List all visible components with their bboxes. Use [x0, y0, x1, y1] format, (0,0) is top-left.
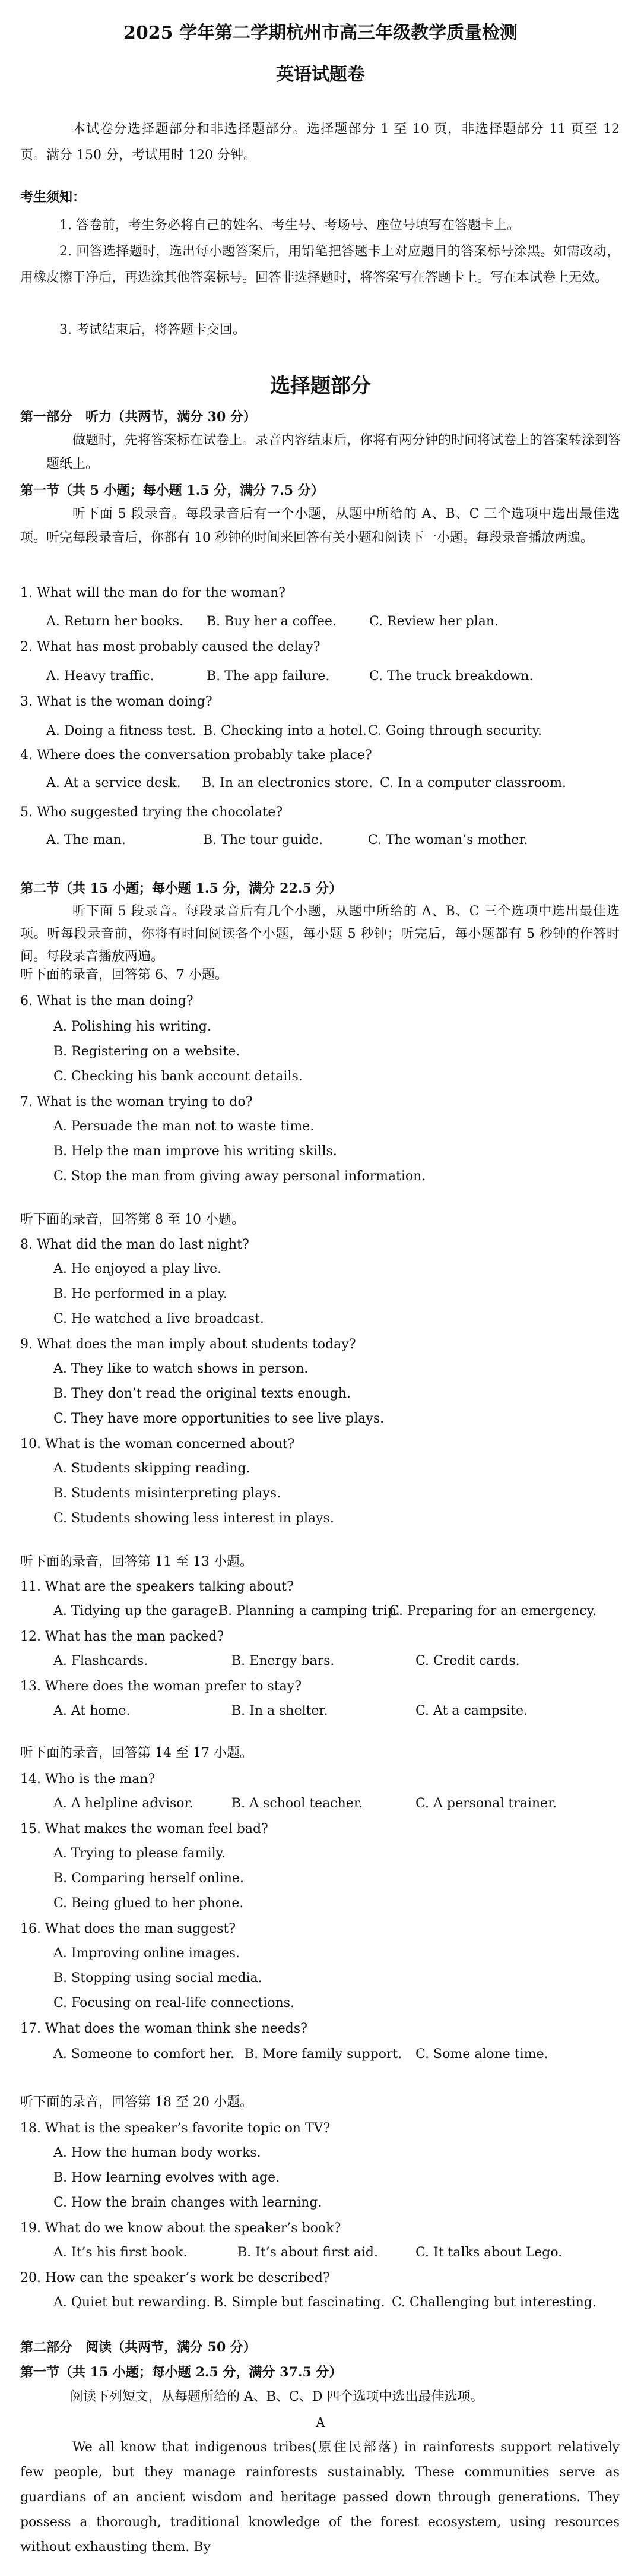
q6-option-a: A. Polishing his writing. — [53, 1019, 211, 1034]
q6-option-c: C. Checking his bank account details. — [53, 1069, 303, 1084]
q15-option-b: B. Comparing herself online. — [53, 1871, 244, 1886]
q18-option-c: C. How the brain changes with learning. — [53, 2195, 322, 2210]
exam-subtitle: 英语试题卷 — [276, 64, 365, 85]
section1-instruction: 听下面 5 段录音。每段录音后有一个小题，从题中所给的 A、B、C 三个选项中选出最佳选项。听完每段录音后，你都有 10 秒钟的时间来回答有关小题和阅读下一小题。每段录音播放两遍。 — [20, 507, 620, 545]
q11-option-b: B. Planning a camping trip. — [218, 1604, 400, 1619]
q8-option-a: A. He enjoyed a play live. — [53, 1262, 222, 1276]
exam-title: 2025 学年第二学期杭州市高三年级教学质量检测 — [123, 23, 518, 43]
q20-option-a: A. Quiet but rewarding. — [53, 2295, 211, 2310]
part2-instruction: 阅读下列短文，从每题所给的 A、B、C、D 四个选项中选出最佳选项。 — [70, 2389, 484, 2404]
q20-option-b: B. Simple but fascinating. — [214, 2295, 385, 2310]
question-5: 5. Who suggested trying the chocolate? — [20, 805, 283, 820]
notice-item-1: 1. 答卷前，考生务必将自己的姓名、考生号、考场号、座位号填写在答题卡上。 — [59, 218, 520, 233]
q1-option-c: C. Review her plan. — [369, 614, 499, 629]
q7-option-b: B. Help the man improve his writing skills. — [53, 1144, 337, 1159]
q19-option-c: C. It talks about Lego. — [415, 2245, 563, 2260]
passage-a-text: We all know that indigenous tribes(原住民部落) in rainforests support relatively few people, but they manage rainforests sustainably. These communities serve as guardians of an ancient wisdom and heritage passed down through generations. They possess a thorough, traditional knowledge of the forest ecosystem, using resources without exhausting them. By — [20, 2440, 620, 2555]
question-6: 6. What is the man doing? — [20, 994, 193, 1009]
q11-option-c: C. Preparing for an emergency. — [389, 1604, 597, 1619]
q13-option-a: A. At home. — [53, 1703, 131, 1718]
q14-option-c: C. A personal trainer. — [415, 1796, 557, 1811]
intro-text: 本试卷分选择题部分和非选择题部分。选择题部分 1 至 10 页，非选择题部分 11 页至 12 页。满分 150 分，考试用时 120 分钟。 — [20, 122, 620, 163]
q18-option-b: B. How learning evolves with age. — [53, 2170, 280, 2185]
question-20: 20. How can the speaker’s work be described? — [20, 2271, 330, 2286]
notice-heading: 考生须知： — [20, 189, 86, 205]
notice-item-2: 2. 回答选择题时，选出每小题答案后，用铅笔把答题卡上对应题目的答案标号涂黑。如需改动，用橡皮擦干净后，再选涂其他答案标号。回答非选择题时，将答案写在答题卡上。写在本试卷上无效。 — [20, 244, 620, 285]
question-9: 9. What does the man imply about students today? — [20, 1337, 356, 1352]
section2-heading: 第二节（共 15 小题；每小题 1.5 分，满分 22.5 分） — [20, 881, 342, 896]
question-4: 4. Where does the conversation probably take place? — [20, 748, 372, 763]
q16-option-b: B. Stopping using social media. — [53, 1971, 262, 1986]
part2-heading: 第二部分 阅读（共两节，满分 50 分） — [20, 2340, 256, 2355]
q10-option-a: A. Students skipping reading. — [53, 1461, 250, 1476]
q4-option-c: C. In a computer classroom. — [380, 776, 566, 791]
question-8: 8. What did the man do last night? — [20, 1237, 249, 1252]
q7-option-a: A. Persuade the man not to waste time. — [53, 1119, 315, 1134]
q8-option-b: B. He performed in a play. — [53, 1287, 227, 1301]
q15-option-c: C. Being glued to her phone. — [53, 1896, 244, 1911]
question-1: 1. What will the man do for the woman? — [20, 586, 286, 600]
q19-option-a: A. It’s his first book. — [53, 2245, 188, 2260]
question-18: 18. What is the speaker’s favorite topic on TV? — [20, 2121, 331, 2136]
q4-option-a: A. At a service desk. — [46, 776, 181, 791]
question-13: 13. Where does the woman prefer to stay? — [20, 1679, 302, 1694]
q3-option-b: B. Checking into a hotel. — [203, 723, 367, 738]
q16-option-a: A. Improving online images. — [53, 1946, 240, 1961]
question-3: 3. What is the woman doing? — [20, 694, 212, 709]
part1-instruction: 做题时，先将答案标在试卷上。录音内容结束后，你将有两分钟的时间将试卷上的答案转涂到答题纸上。 — [46, 433, 621, 472]
question-17: 17. What does the woman think she needs? — [20, 2021, 307, 2036]
q17-option-c: C. Some alone time. — [415, 2047, 548, 2062]
q9-option-b: B. They don’t read the original texts enough. — [53, 1386, 351, 1401]
q10-option-b: B. Students misinterpreting plays. — [53, 1486, 281, 1501]
q1-option-b: B. Buy her a coffee. — [207, 614, 337, 629]
q8-option-c: C. He watched a live broadcast. — [53, 1311, 264, 1326]
group4-lead: 听下面的录音，回答第 14 至 17 小题。 — [20, 1746, 253, 1760]
group3-lead: 听下面的录音，回答第 11 至 13 小题。 — [20, 1554, 253, 1569]
question-15: 15. What makes the woman feel bad? — [20, 1822, 268, 1837]
q5-option-b: B. The tour guide. — [203, 833, 323, 848]
question-14: 14. Who is the man? — [20, 1772, 156, 1787]
q7-option-c: C. Stop the man from giving away personal information. — [53, 1169, 426, 1184]
notice-item-3: 3. 考试结束后，将答题卡交回。 — [59, 323, 246, 337]
q12-option-c: C. Credit cards. — [415, 1654, 520, 1668]
q6-option-b: B. Registering on a website. — [53, 1044, 240, 1059]
part2-section-heading: 第一节（共 15 小题；每小题 2.5 分，满分 37.5 分） — [20, 2365, 342, 2380]
question-11: 11. What are the speakers talking about? — [20, 1579, 294, 1594]
q20-option-c: C. Challenging but interesting. — [392, 2295, 596, 2310]
q17-option-a: A. Someone to comfort her. — [53, 2047, 235, 2062]
question-19: 19. What do we know about the speaker’s book? — [20, 2221, 341, 2236]
q15-option-a: A. Trying to please family. — [53, 1846, 226, 1861]
part1-heading: 第一部分 听力（共两节，满分 30 分） — [20, 409, 256, 425]
question-10: 10. What is the woman concerned about? — [20, 1437, 295, 1452]
question-7: 7. What is the woman trying to do? — [20, 1095, 253, 1110]
q12-option-a: A. Flashcards. — [53, 1654, 148, 1668]
choice-part-title: 选择题部分 — [270, 374, 371, 398]
q13-option-b: B. In a shelter. — [231, 1703, 328, 1718]
q17-option-b: B. More family support. — [245, 2047, 402, 2062]
q5-option-a: A. The man. — [46, 833, 126, 848]
q11-option-a: A. Tidying up the garage. — [53, 1604, 222, 1619]
q19-option-b: B. It’s about first aid. — [237, 2245, 378, 2260]
question-2: 2. What has most probably caused the delay? — [20, 640, 320, 655]
group5-lead: 听下面的录音，回答第 18 至 20 小题。 — [20, 2095, 253, 2110]
question-12: 12. What has the man packed? — [20, 1629, 224, 1644]
q3-option-a: A. Doing a fitness test. — [46, 723, 196, 738]
q12-option-b: B. Energy bars. — [231, 1654, 335, 1668]
q14-option-b: B. A school teacher. — [231, 1796, 363, 1811]
q2-option-a: A. Heavy traffic. — [46, 669, 154, 684]
q5-option-c: C. The woman’s mother. — [368, 833, 528, 848]
question-16: 16. What does the man suggest? — [20, 1921, 236, 1936]
group2-lead: 听下面的录音，回答第 8 至 10 小题。 — [20, 1212, 245, 1227]
q9-option-a: A. They like to watch shows in person. — [53, 1361, 309, 1376]
q16-option-c: C. Focusing on real-life connections. — [53, 1996, 294, 2011]
q3-option-c: C. Going through security. — [368, 723, 542, 738]
q1-option-a: A. Return her books. — [46, 614, 184, 629]
passage-label: A — [316, 2416, 325, 2430]
q14-option-a: A. A helpline advisor. — [53, 1796, 193, 1811]
q9-option-c: C. They have more opportunities to see live plays. — [53, 1411, 385, 1426]
q10-option-c: C. Students showing less interest in plays. — [53, 1511, 334, 1526]
group1-lead: 听下面的录音，回答第 6、7 小题。 — [20, 968, 228, 982]
q2-option-b: B. The app failure. — [207, 669, 330, 684]
section2-instruction: 听下面 5 段录音。每段录音后有几个小题，从题中所给的 A、B、C 三个选项中选出最佳选项。听每段录音前，你将有时间阅读各个小题，每小题 5 秒钟；听完后，每小题都有 5 秒钟的作答时间。每段录音播放两遍。 — [20, 904, 620, 964]
q18-option-a: A. How the human body works. — [53, 2145, 261, 2160]
q4-option-b: B. In an electronics store. — [202, 776, 373, 791]
q2-option-c: C. The truck breakdown. — [369, 669, 534, 684]
q13-option-c: C. At a campsite. — [415, 1703, 528, 1718]
section1-heading: 第一节（共 5 小题；每小题 1.5 分，满分 7.5 分） — [20, 483, 324, 498]
